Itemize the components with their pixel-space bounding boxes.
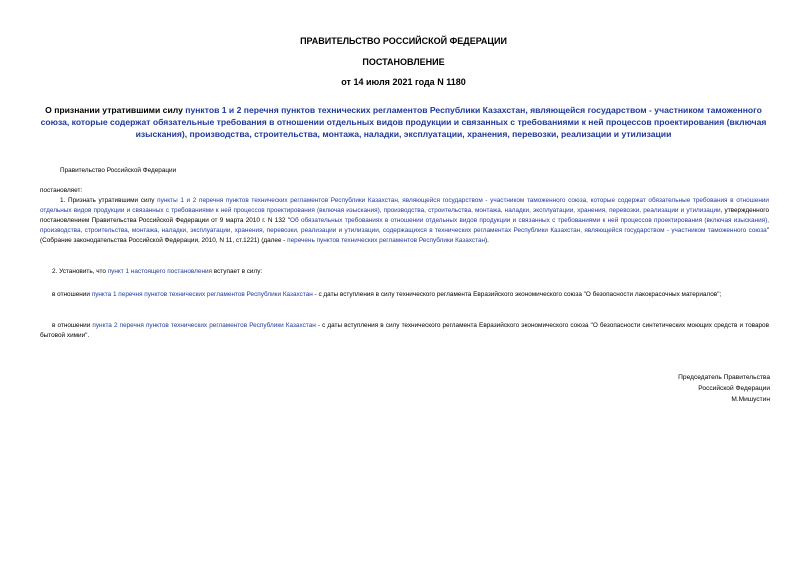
item-2-text-b: вступает в силу: [212,268,263,275]
item-1-link-1[interactable]: пункты 1 и 2 перечня пунктов технических регламентов Республики Казахстан, являющейся государством - участником таможенного союза, которые содержат обязательные требования в отношении отдельных видов продукции и связанных с требованиями к ней процессов проектирования (включая изыскания), производства, строительства, монтажа, наладки, эксплуатации, хранения, перевозки, реализации и утилизации [40,197,769,214]
signature-position: Председатель Правительства [678,374,770,381]
item-1-text-b: , утвержденного постановлением Правительства Российской Федерации от 9 марта 2010 г. N 132 " [40,207,769,224]
subitem-1-link[interactable]: пункта 1 перечня пунктов технических регламентов Республики Казахстан [91,291,313,298]
item-2-link[interactable]: пункт 1 настоящего постановления [107,268,213,275]
signature-name: М.Мишустин [731,396,770,403]
signature-org: Российской Федерации [698,385,770,392]
subitem-1-paragraph [40,290,769,300]
subitem-2-text-b: - с даты вступления в силу технического регламента Евразийского экономического союза "О безопасности синтетических моющих средств и товаров бытовой химии". [40,322,769,339]
document-type-heading: ПОСТАНОВЛЕНИЕ [362,57,445,67]
item-1-text-d: ). [485,237,489,244]
government-line: Правительство Российской Федерации [60,167,177,174]
organization-heading: ПРАВИТЕЛЬСТВО РОССИЙСКОЙ ФЕДЕРАЦИИ [300,36,507,46]
document-title [40,104,767,140]
item-1-paragraph [40,196,769,246]
item-1-link-3[interactable]: перечень пунктов технических регламентов Республики Казахстан [287,237,486,244]
item-2-text-a: 2. Установить, что [52,268,108,275]
item-1-text-a: 1. Признать утратившими силу [60,197,158,204]
subitem-2-link[interactable]: пункта 2 перечня пунктов технических регламентов Республики Казахстан [92,322,316,329]
subitem-1-text-a: в отношении [52,291,92,298]
item-1-text-c: " (Собрание законодательства Российской Федерации, 2010, N 11, ст.1221) (далее - [40,227,769,244]
item-1-link-2[interactable]: Об обязательных требованиях в отношении отдельных видов продукции и связанных с требованиями к ней процессов проектирования (включая изыскания), производства, строительства, монтажа, наладки, эксплуатации, хранения, перевозки, реализации и утилизации, содержащихся в технических регламентах Республики Казахстан, являющейся государством - участником таможенного союза [40,217,770,234]
item-2-paragraph [40,267,769,277]
subitem-2-text-a: в отношении [52,322,93,329]
title-text: О признании утратившими силу [45,105,186,115]
subitem-1-text-b: - с даты вступления в силу технического регламента Евразийского экономического союза "О безопасности лакокрасочных материалов"; [312,291,722,298]
title-link[interactable]: пунктов 1 и 2 перечня пунктов технических регламентов Республики Казахстан, являющейся государством - участником таможенного союза, которые содержат обязательные требования в отношении отдельных видов продукции и связанных с требованиями к ней процессов проектирования (включая изыскания), производства, строительства, монтажа, наладки, эксплуатации, хранения, перевозки, реализации и утилизации [40,105,767,139]
resolves-line: постановляет: [40,187,83,194]
subitem-2-paragraph [40,321,769,341]
date-number-heading: от 14 июля 2021 года N 1180 [341,77,466,87]
signature-block [560,372,770,405]
